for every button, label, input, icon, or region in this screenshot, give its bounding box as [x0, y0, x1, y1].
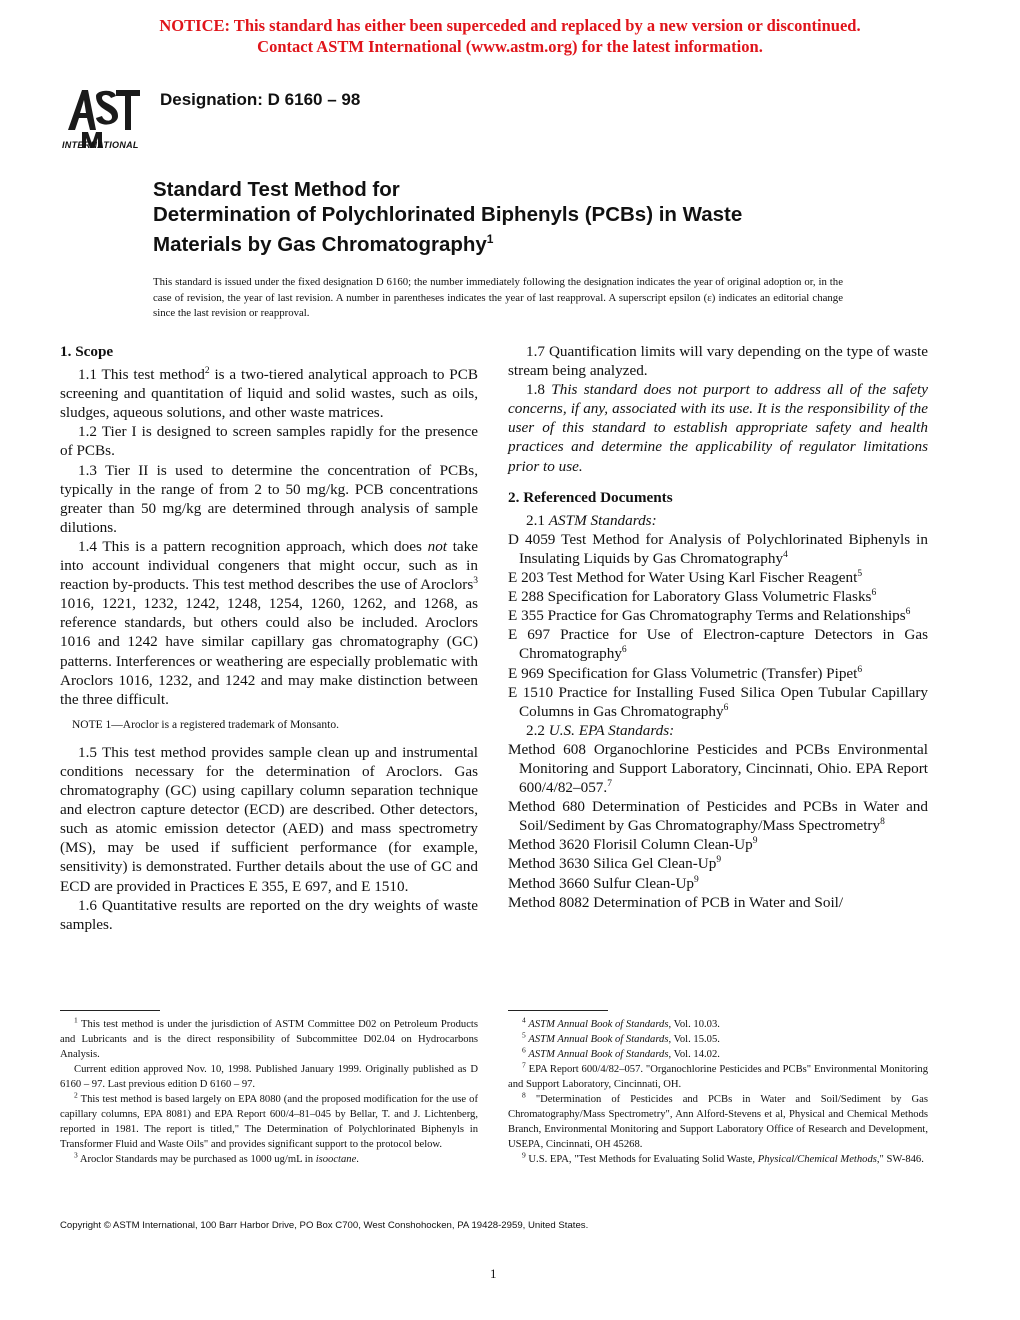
page-number: 1 [490, 1266, 497, 1281]
epa-standards-label: 2.2 U.S. EPA Standards: [526, 721, 675, 739]
footnote-5: $^5$ ASTM Annual Book of Standards, Vol. 15.05. [522, 1030, 720, 1045]
footnotes-right [508, 1010, 928, 1167]
astm-standards-label: 2.1 ASTM Standards: [526, 511, 657, 529]
footnote-3: $^3$ Aroclor Standards may be purchased as 1000 ug/mL in isooctane. [74, 1150, 359, 1165]
logo-subtext: INTERNATIONAL [62, 140, 139, 150]
para-1-7: 1.7 Quantification limits will vary depending on the type of waste stream being analyzed. [508, 343, 928, 380]
copyright: Copyright © ASTM International, 100 Barr Harbor Drive, PO Box C700, West Conshohocken, PA 19428-2959, United States. [60, 1220, 589, 1231]
footnote-rule [508, 1010, 608, 1011]
footnote-2: $^2$ This test method is based largely on EPA 8080 (and the proposed modification for the use of capillary columns, EPA 8081) and EPA Report 600/4–81–045 by Bellar, T. and J. Lichtenberg, reported in 1981. The report is titled," The Determination of Polychlorinated Biphenyls in Transformer Fluid and Waste Oils" and provides significant support to the protocol below. [60, 1090, 478, 1150]
reference-item: Method 3630 Silica Gel Clean-Up$^9$ [508, 855, 722, 873]
right-column [508, 342, 928, 912]
para-1-6: 1.6 Quantitative results are reported on the dry weights of waste samples. [60, 896, 478, 933]
title-footnote-ref[interactable]: 1 [486, 232, 494, 246]
reference-footnote-ref[interactable]: 9 [752, 836, 758, 847]
reference-footnote-ref[interactable]: 7 [607, 779, 612, 789]
reference-footnote-ref[interactable]: 9 [694, 874, 699, 885]
referenced-docs-heading: 2. Referenced Documents [508, 488, 673, 506]
reference-item: E 1510 Practice for Installing Fused Silica Open Tubular Capillary Columns in Gas Chromatography$^6$ [508, 683, 928, 720]
footnote-rule [60, 1010, 160, 1011]
epa-reference-list [508, 740, 928, 912]
footnote-9: $^9$ U.S. EPA, "Test Methods for Evaluating Solid Waste, Physical/Chemical Methods," SW-846. [522, 1150, 924, 1165]
reference-footnote-ref[interactable]: 6 [871, 588, 877, 599]
reference-item: Method 3620 Florisil Column Clean-Up$^9$ [508, 836, 758, 854]
notice-line-1: NOTICE: This standard has either been superceded and replaced by a new version or discontinued. [159, 16, 861, 35]
para-1-1: 1.1 This test method$^2$ is a two-tiered analytical approach to PCB screening and quantitation of liquid and solid wastes, such as oils, sludges, aqueous solutions, and other waste matrices. [60, 366, 478, 422]
astm-logo [58, 82, 146, 154]
reference-item: E 288 Specification for Laboratory Glass Volumetric Flasks$^6$ [508, 588, 877, 606]
notice-line-2: Contact ASTM International (www.astm.org) for the latest information. [257, 37, 763, 56]
footnote-1: $^1$ This test method is under the jurisdiction of ASTM Committee D02 on Petroleum Products and Lubricants and is the direct responsibility of Subcommittee D02.04 on Hydrocarbons Analysis. [60, 1015, 478, 1060]
reference-footnote-ref[interactable]: 5 [857, 568, 863, 579]
para-1-2: 1.2 Tier I is designed to screen samples rapidly for the presence of PCBs. [60, 423, 478, 460]
title-line-1: Standard Test Method for [153, 178, 400, 201]
reference-item: D 4059 Test Method for Analysis of Polychlorinated Biphenyls in Insulating Liquids by Gas Chromatography$^4$ [508, 530, 928, 567]
title-line-3: Materials by Gas Chromatography$^1$ [153, 232, 494, 256]
reference-item: E 697 Practice for Use of Electron-capture Detectors in Gas Chromatography$^6$ [508, 626, 928, 663]
astm-reference-list [508, 530, 928, 721]
footnote-4: $^4$ ASTM Annual Book of Standards, Vol. 10.03. [522, 1015, 720, 1030]
para-1-5: 1.5 This test method provides sample clean up and instrumental conditions necessary for the determination of Aroclors. Gas chromatography (GC) using capillary column separation technique and electron capture detector (ECD) are described. Other detectors, such as atomic emission detector (AED) and mass spectrometry (MS), may be used if sufficient performance (for example, sensitivity) is demonstrated. Further details about the use of GC and ECD are provided in Practices E 355, E 697, and E 1510. [60, 743, 478, 895]
reference-item: E 355 Practice for Gas Chromatography Terms and Relationships$^6$ [508, 607, 911, 625]
footnotes-left [60, 1010, 478, 1167]
reference-footnote-ref[interactable]: 4 [783, 549, 788, 560]
scope-heading: 1. Scope [60, 343, 114, 360]
reference-item: Method 608 Organochlorine Pesticides and PCBs Environmental Monitoring and Support Laboratory, Cincinnati, Ohio. EPA Report 600/4/82–057.$^7$ [508, 740, 928, 797]
notice-banner [0, 15, 1020, 57]
footnote-ref-3[interactable]: 3 [473, 576, 478, 587]
reference-footnote-ref[interactable]: 9 [716, 855, 722, 866]
note-1: NOTE 1—Aroclor is a registered trademark of Monsanto. [72, 718, 339, 731]
footnote-6: $^6$ ASTM Annual Book of Standards, Vol. 14.02. [522, 1045, 720, 1060]
reference-item: Method 680 Determination of Pesticides and PCBs in Water and Soil/Sediment by Gas Chromatography/Mass Spectrometry$^8$ [508, 798, 928, 835]
issued-note: This standard is issued under the fixed designation D 6160; the number immediately following the designation indicates the year of original adoption or, in the case of revision, the year of last revision. A number in parentheses indicates the year of last reapproval. A superscript epsilon (ε) indicates an editorial change since the last revision or reapproval. [153, 276, 843, 319]
designation: Designation: D 6160 – 98 [160, 90, 361, 109]
title-line-2: Determination of Polychlorinated Biphenyls (PCBs) in Waste [153, 202, 743, 226]
footnote-1-edition: Current edition approved Nov. 10, 1998. Published January 1999. Originally published as D 6160 – 97. Last previous edition D 6160 – 97. [60, 1064, 478, 1090]
reference-footnote-ref[interactable]: 6 [723, 702, 729, 713]
footnote-7: $^7$ EPA Report 600/4/82–057. "Organochlorine Pesticides and PCBs" Environmental Monitoring and Support Laboratory, Cincinnati, OH. [508, 1060, 928, 1090]
footnote-8: $^8$ "Determination of Pesticides and PCBs in Water and Soil/Sediment by Gas Chromatography/Mass Spectrometry", Ann Alford-Stevens et al, Physical and Chemical Methods Branch, Environmental Monitoring and Support Laboratory Office of Research and Development, USEPA, Cincinnati, OH 45268. [508, 1090, 928, 1150]
reference-footnote-ref[interactable]: 6 [905, 607, 911, 618]
reference-footnote-ref[interactable]: 6 [857, 664, 863, 675]
reference-item: Method 3660 Sulfur Clean-Up$^9$ [508, 874, 699, 892]
reference-footnote-ref[interactable]: 6 [621, 645, 627, 656]
para-1-3: 1.3 Tier II is used to determine the concentration of PCBs, typically in the range of from 2 to 50 mg/kg. PCB concentrations greater than 50 mg/kg are determined through analysis of sample dilutions. [60, 461, 478, 536]
reference-item: E 203 Test Method for Water Using Karl Fischer Reagent$^5$ [508, 568, 863, 587]
reference-footnote-ref[interactable]: 8 [880, 817, 885, 828]
left-column [60, 342, 478, 934]
footnote-ref-2[interactable]: 2 [204, 366, 210, 377]
document-title [153, 178, 873, 257]
reference-item: Method 8082 Determination of PCB in Water and Soil/ [508, 893, 844, 911]
reference-item: E 969 Specification for Glass Volumetric (Transfer) Pipet$^6$ [508, 664, 863, 682]
para-1-4: 1.4 This is a pattern recognition approach, which does not take into account individual congeners that might occur, such as in reaction by-products. This test method describes the use of Aroclors$^3$ 1016, 1221, 1232, 1242, 1248, 1254, 1260, 1262, and 1268, as reference standards, but others could also be included. Aroclors 1016 and 1242 have similar capillary gas chromatography (GC) patterns. Interferences or weathering are especially problematic with Aroclors 1016, 1232, and 1242 and may make distinction between the three difficult. [60, 537, 479, 708]
para-1-8: 1.8 This standard does not purport to address all of the safety concerns, if any, associated with its use. It is the responsibility of the user of this standard to establish appropriate safety and health practices and determine the applicability of regulator limitations prior to use. [508, 381, 928, 475]
